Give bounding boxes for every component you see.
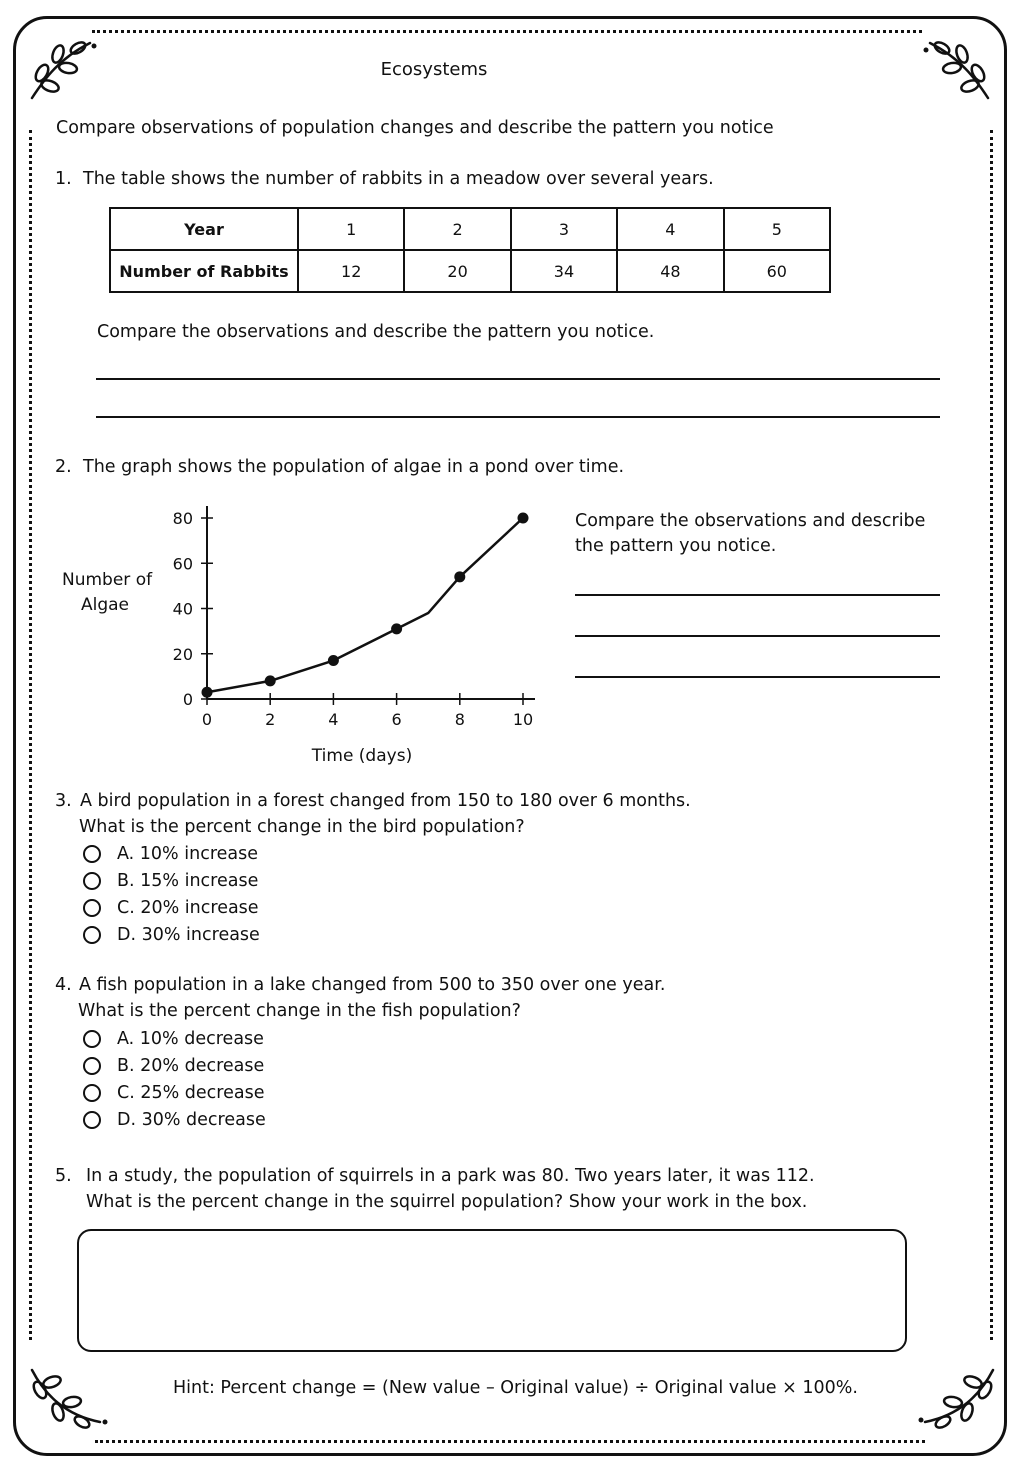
q1-prompt: Compare the observations and describe the pattern you notice. [97, 322, 655, 342]
y-tick-label: 60 [172, 554, 193, 574]
answer-line[interactable] [575, 635, 940, 637]
work-box[interactable] [77, 1229, 907, 1352]
chart-ylabel-line1: Number of [62, 570, 153, 590]
q3-option-d: D. 30% increase [117, 925, 260, 945]
answer-line[interactable] [575, 594, 940, 596]
q3-option-d-radio[interactable] [83, 926, 101, 944]
q4-option-d-radio[interactable] [83, 1111, 101, 1129]
answer-line[interactable] [96, 416, 940, 418]
q2-text: The graph shows the population of algae in a pond over time. [83, 457, 625, 477]
table-cell: 20 [404, 250, 510, 292]
x-tick-label: 4 [328, 710, 339, 729]
data-point [202, 687, 213, 698]
q3-option-c-radio[interactable] [83, 899, 101, 917]
x-tick-label: 2 [265, 710, 276, 729]
q2-prompt-line1: Compare the observations and describe [575, 511, 926, 531]
algae-chart [160, 495, 550, 775]
q5-line1: In a study, the population of squirrels in a park was 80. Two years later, it was 112. [86, 1166, 815, 1186]
hint-text: Hint: Percent change = (New value – Original value) ÷ Original value × 100%. [173, 1378, 858, 1398]
chart-xlabel: Time (days) [311, 746, 413, 766]
q3-option-b-radio[interactable] [83, 872, 101, 890]
table-cell: 3 [511, 208, 617, 250]
dotted-border-left [29, 130, 32, 1340]
q5-number: 5. [55, 1166, 72, 1186]
table-cell: 2 [404, 208, 510, 250]
table-cell: 60 [724, 250, 830, 292]
q5-line2: What is the percent change in the squirrel population? Show your work in the box. [86, 1192, 808, 1212]
q2-prompt-line2: the pattern you notice. [575, 536, 777, 556]
data-point [328, 655, 339, 666]
leaf-sprig-icon [20, 1360, 110, 1440]
table-cell: 34 [511, 250, 617, 292]
q4-option-b-radio[interactable] [83, 1057, 101, 1075]
q4-option-b: B. 20% decrease [117, 1056, 265, 1076]
instructions: Compare observations of population changes and describe the pattern you notice [56, 118, 774, 138]
dotted-border-bottom [95, 1440, 925, 1443]
q3-line1: A bird population in a forest changed from 150 to 180 over 6 months. [80, 791, 691, 811]
answer-line[interactable] [575, 676, 940, 678]
data-point [391, 623, 402, 634]
q1-number: 1. [55, 169, 72, 189]
x-tick-label: 0 [201, 710, 213, 729]
y-tick-label: 20 [172, 644, 193, 664]
q4-option-d: D. 30% decrease [117, 1110, 266, 1130]
series-line [207, 518, 523, 692]
leaf-sprig-icon [920, 28, 1000, 108]
y-tick-label: 40 [172, 599, 193, 619]
table-header-rabbits: Number of Rabbits [110, 250, 298, 292]
y-tick-label: 80 [172, 509, 193, 528]
table-row [110, 250, 830, 292]
x-tick-label: 10 [512, 710, 534, 729]
q2-number: 2. [55, 457, 72, 477]
q3-line2: What is the percent change in the bird population? [79, 817, 525, 837]
q3-option-a-radio[interactable] [83, 845, 101, 863]
q3-option-a: A. 10% increase [117, 844, 259, 864]
table-cell: 5 [724, 208, 830, 250]
q3-number: 3. [55, 791, 72, 811]
table-cell: 4 [617, 208, 723, 250]
dotted-border-top [92, 30, 922, 33]
q4-option-a: A. 10% decrease [117, 1029, 264, 1049]
x-tick-label: 8 [454, 710, 465, 729]
dotted-border-right [990, 130, 993, 1340]
rabbit-table [109, 207, 831, 293]
q4-line2: What is the percent change in the fish population? [78, 1001, 521, 1021]
leaf-sprig-icon [915, 1360, 1005, 1440]
data-point [454, 571, 465, 582]
answer-line[interactable] [96, 378, 940, 380]
q4-option-c: C. 25% decrease [117, 1083, 265, 1103]
chart-ylabel-line2: Algae [80, 595, 130, 615]
q4-option-a-radio[interactable] [83, 1030, 101, 1048]
q1-text: The table shows the number of rabbits in a meadow over several years. [83, 169, 714, 189]
y-tick-label: 0 [182, 690, 193, 709]
q4-line1: A fish population in a lake changed from 500 to 350 over one year. [79, 975, 666, 995]
q3-option-c: C. 20% increase [117, 898, 259, 918]
table-cell: 1 [298, 208, 404, 250]
q4-option-c-radio[interactable] [83, 1084, 101, 1102]
page-title: Ecosystems [380, 59, 488, 80]
data-point [518, 513, 529, 524]
table-header-year: Year [110, 208, 298, 250]
q3-option-b: B. 15% increase [117, 871, 259, 891]
x-tick-label: 6 [391, 710, 402, 729]
q4-number: 4. [55, 975, 72, 995]
data-point [265, 675, 276, 686]
table-cell: 12 [298, 250, 404, 292]
table-cell: 48 [617, 250, 723, 292]
table-row [110, 208, 830, 250]
